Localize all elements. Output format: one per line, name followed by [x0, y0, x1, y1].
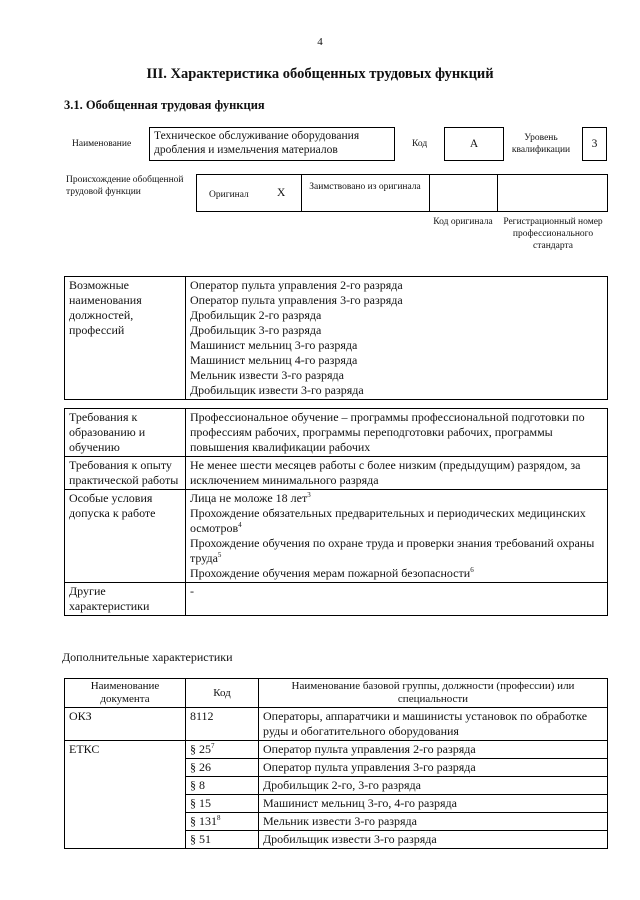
origin-box — [196, 174, 608, 212]
list-item: Оператор пульта управления 3-го разряда — [190, 293, 403, 307]
okz-code: 8112 — [186, 708, 259, 741]
table-row-code: § 8 — [186, 777, 259, 795]
list-item: Дробильщик 3-го разряда — [190, 323, 322, 337]
table-row-code: § 26 — [186, 759, 259, 777]
table-row-name: Мельник извести 3-го разряда — [259, 813, 608, 831]
table-row-code: § 15 — [186, 795, 259, 813]
reg-number-label: Регистрационный номер профессионального стандарта — [503, 217, 603, 251]
divider — [497, 175, 498, 211]
list-item: Мельник извести 3-го разряда — [190, 368, 344, 382]
list-item: Лица не моложе 18 лет$^3$ — [190, 491, 311, 505]
list-item: Прохождение обучения мерам пожарной безопасности$^6$ — [190, 566, 474, 580]
list-item: Дробильщик 2-го разряда — [190, 308, 322, 322]
experience-value: Не менее шести месяцев работы с более низким (предыдущим) разрядом, за исключением минимального разряда — [186, 457, 608, 490]
code-original-label: Код оригинала — [433, 217, 493, 227]
list-item: Оператор пульта управления 2-го разряда — [190, 278, 403, 292]
education-value: Профессиональное обучение – программы профессиональной подготовки по профессиям рабочих, программы переподготовки рабочих, программы повышения квалификации рабочих — [186, 409, 608, 457]
table-row-code: § 51 — [186, 831, 259, 849]
positions-label: Возможные наименования должностей, профессий — [65, 277, 186, 400]
header-name: Наименование базовой группы, должности (профессии) или специальности — [259, 679, 608, 708]
name-label: Наименование — [72, 139, 132, 149]
special-label: Особые условия допуска к работе — [65, 490, 186, 583]
divider — [429, 175, 430, 211]
table-row-name: Оператор пульта управления 3-го разряда — [259, 759, 608, 777]
level-value: 3 — [591, 138, 598, 150]
section-title: III. Характеристика обобщенных трудовых функций — [146, 66, 494, 82]
header-code: Код — [186, 679, 259, 708]
page-number: 4 — [317, 36, 323, 48]
other-label: Другие характеристики — [65, 583, 186, 616]
divider — [301, 175, 302, 211]
level-box — [582, 127, 607, 161]
additional-heading: Дополнительные характеристики — [62, 650, 233, 664]
education-label: Требования к образованию и обучению — [65, 409, 186, 457]
table-row-name: Машинист мельниц 3-го, 4-го разряда — [259, 795, 608, 813]
code-value: А — [469, 138, 479, 150]
other-value: - — [186, 583, 608, 616]
experience-label: Требования к опыту практической работы — [65, 457, 186, 490]
subsection-title: 3.1. Обобщенная трудовая функция — [64, 98, 265, 112]
okz-name: Операторы, аппаратчики и машинисты установок по обработке руды и обогатительного оборудования — [259, 708, 608, 741]
original-mark: X — [277, 187, 286, 199]
borrowed-label: Заимствовано из оригинала — [309, 182, 421, 192]
list-item: Машинист мельниц 4-го разряда — [190, 353, 358, 367]
function-name-box — [149, 127, 395, 161]
additional-table — [64, 678, 608, 849]
etks-doc: ЕТКС — [65, 741, 186, 849]
level-label: Уровень квалификации — [511, 133, 571, 155]
header-document: Наименование документа — [65, 679, 186, 708]
code-box — [444, 127, 504, 161]
list-item: Дробильщик извести 3-го разряда — [190, 383, 364, 397]
function-name-value: Техническое обслуживание оборудования дробления и измельчения материалов — [154, 130, 360, 156]
positions-table — [64, 276, 608, 400]
okz-doc: ОКЗ — [65, 708, 186, 741]
positions-list — [186, 277, 608, 400]
special-list — [186, 490, 608, 583]
table-row-name: Оператор пульта управления 2-го разряда — [259, 741, 608, 759]
table-row-name: Дробильщик извести 3-го разряда — [259, 831, 608, 849]
origin-label: Происхождение обобщенной трудовой функции — [66, 175, 184, 197]
table-row-code: § $131^8$ — [186, 813, 259, 831]
list-item: Прохождение обучения по охране труда и проверки знания требований охраны труда$^5$ — [190, 536, 595, 565]
list-item: Прохождение обязательных предварительных и периодических медицинских осмотров$^4$ — [190, 506, 586, 535]
original-label: Оригинал — [209, 190, 249, 200]
list-item: Машинист мельниц 3-го разряда — [190, 338, 358, 352]
table-row-code: § $25^7$ — [186, 741, 259, 759]
table-row-name: Дробильщик 2-го, 3-го разряда — [259, 777, 608, 795]
code-label: Код — [412, 139, 428, 149]
requirements-table — [64, 408, 608, 616]
